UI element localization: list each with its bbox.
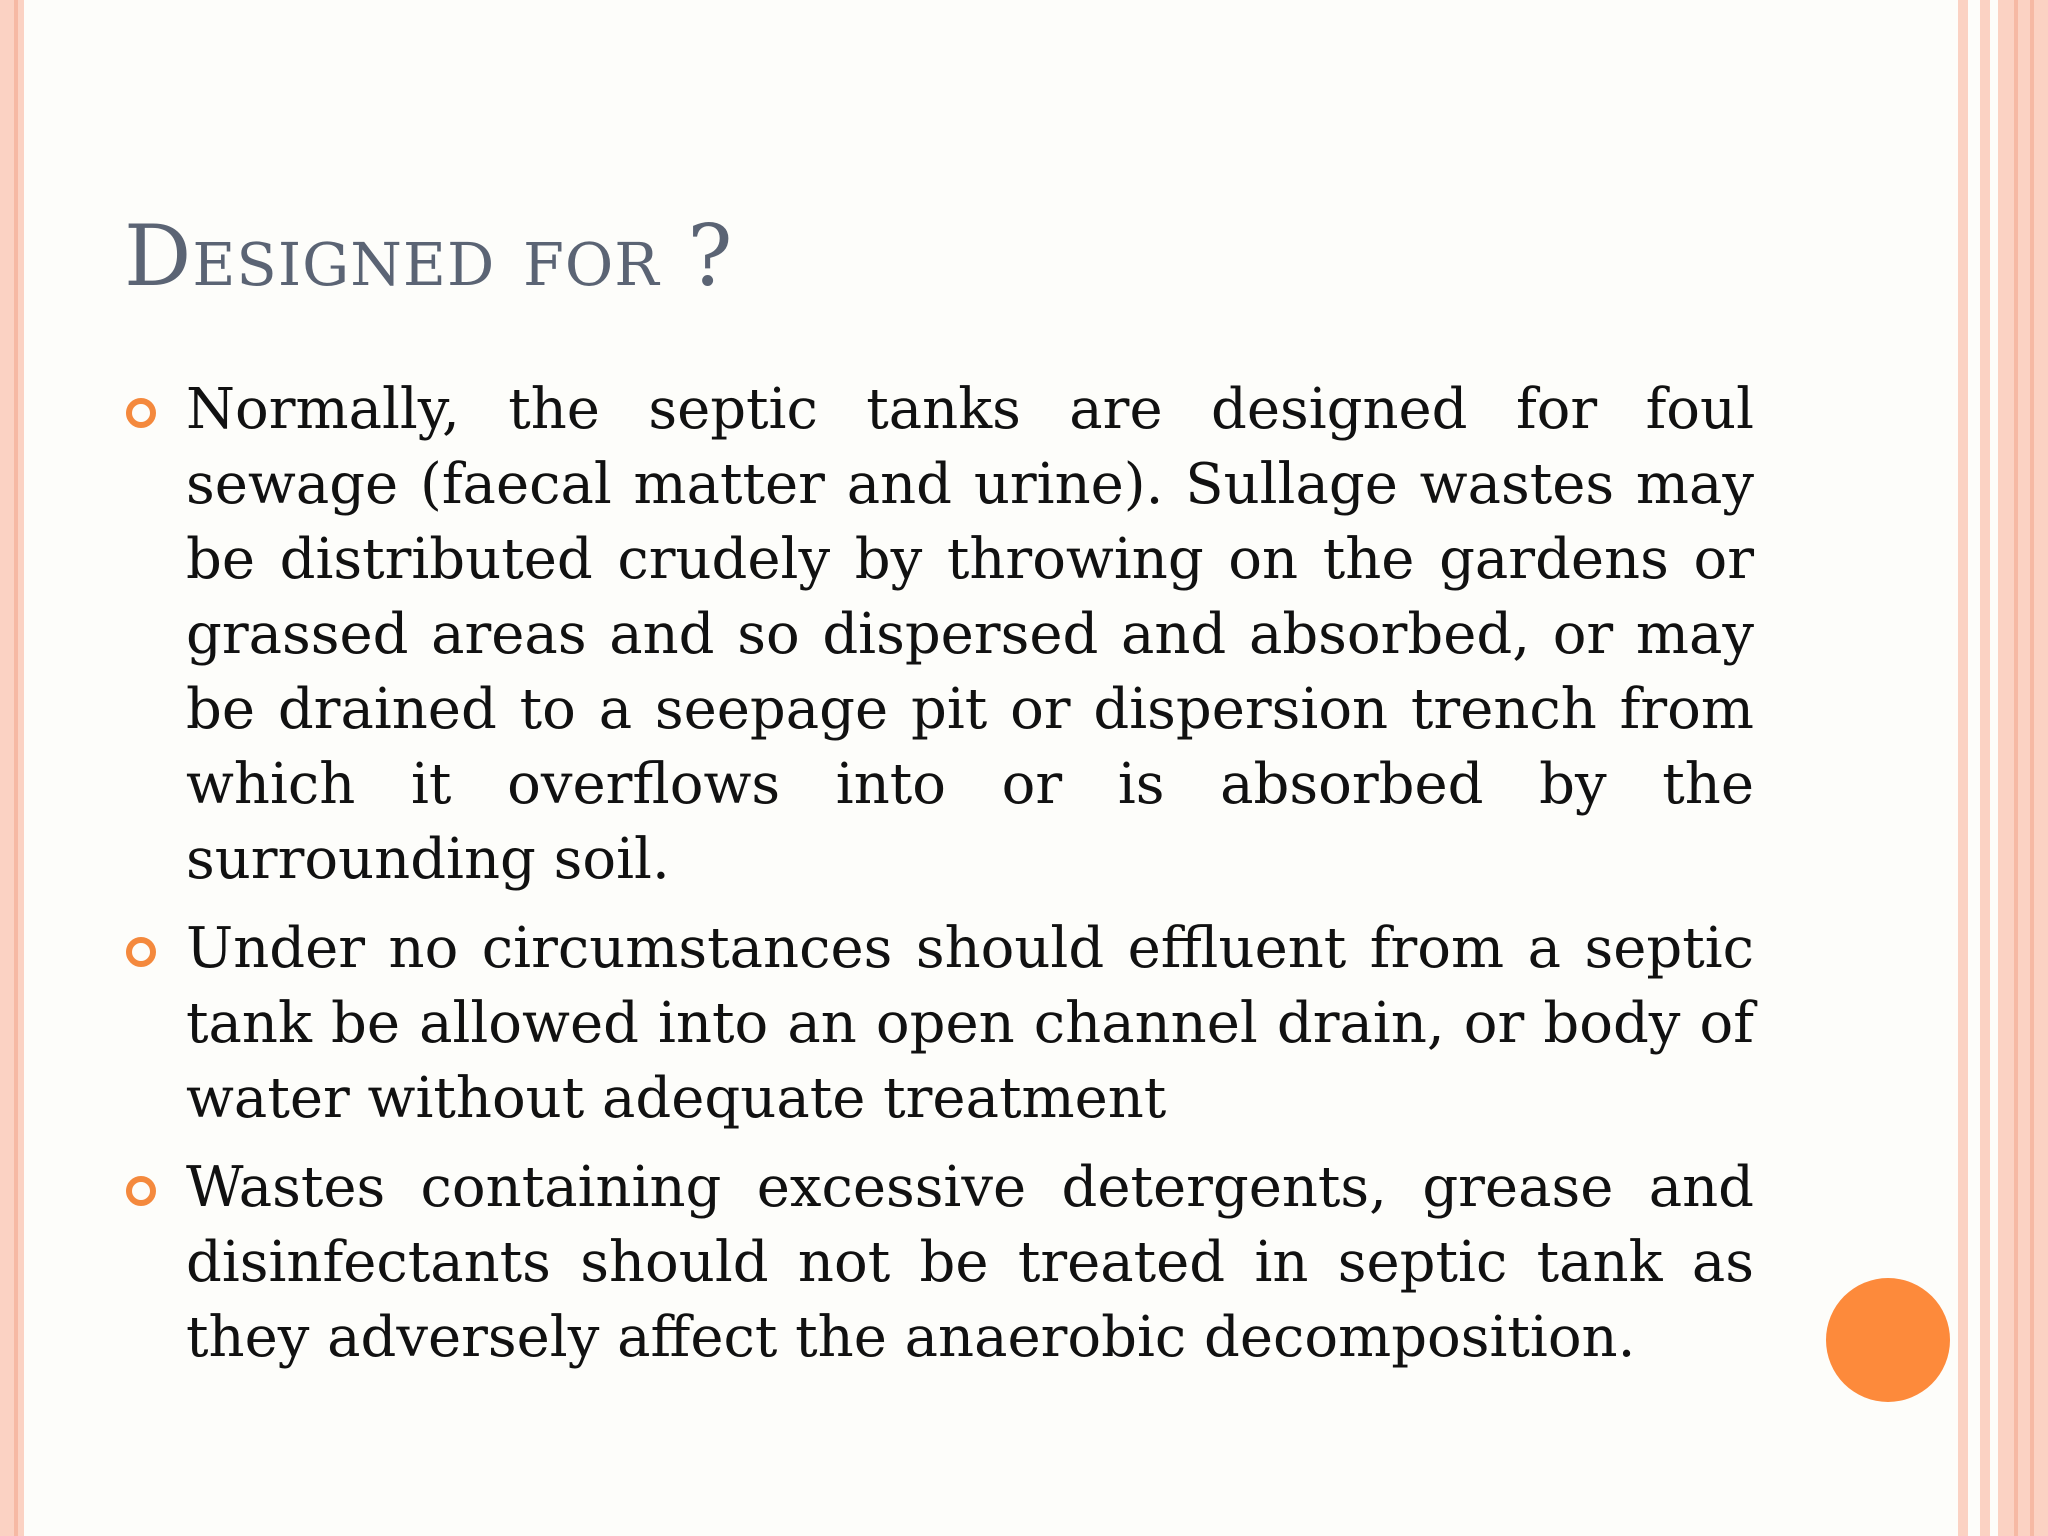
right-border-stripe-2	[1980, 0, 1990, 1536]
hollow-circle-bullet-icon	[126, 937, 156, 967]
hollow-circle-bullet-icon	[126, 398, 156, 428]
hollow-circle-bullet-icon	[126, 1176, 156, 1206]
slide-title: Designed for ?	[124, 207, 734, 305]
right-border-stripe-1	[1958, 0, 1968, 1536]
bullet-text: Wastes containing excessive detergents, grease and disinfectants should not be treated in septic tank as they adversely affect the anaerobic decomposition.	[186, 1155, 1754, 1370]
right-border-line-2	[2030, 0, 2034, 1536]
right-border-stripe-3	[1998, 0, 2048, 1536]
bullet-text: Normally, the septic tanks are designed for foul sewage (faecal matter and urine). Sullage wastes may be distributed crudely by throwing on the gardens or grassed areas and so dispersed and absorbed, or may be drained to a seepage pit or dispersion trench from which it overflows into or is absorbed by the surrounding soil.	[186, 377, 1754, 892]
bullet-item	[124, 911, 1754, 1136]
bullet-list	[124, 372, 1754, 1389]
right-border-line-1	[2014, 0, 2018, 1536]
bullet-item	[124, 372, 1754, 897]
orange-circle-decoration	[1826, 1278, 1950, 1402]
left-border-line	[14, 0, 18, 1536]
bullet-item	[124, 1150, 1754, 1375]
bullet-text: Under no circumstances should effluent from a septic tank be allowed into an open channel drain, or body of water without adequate treatment	[186, 916, 1754, 1131]
left-border-stripe	[0, 0, 24, 1536]
